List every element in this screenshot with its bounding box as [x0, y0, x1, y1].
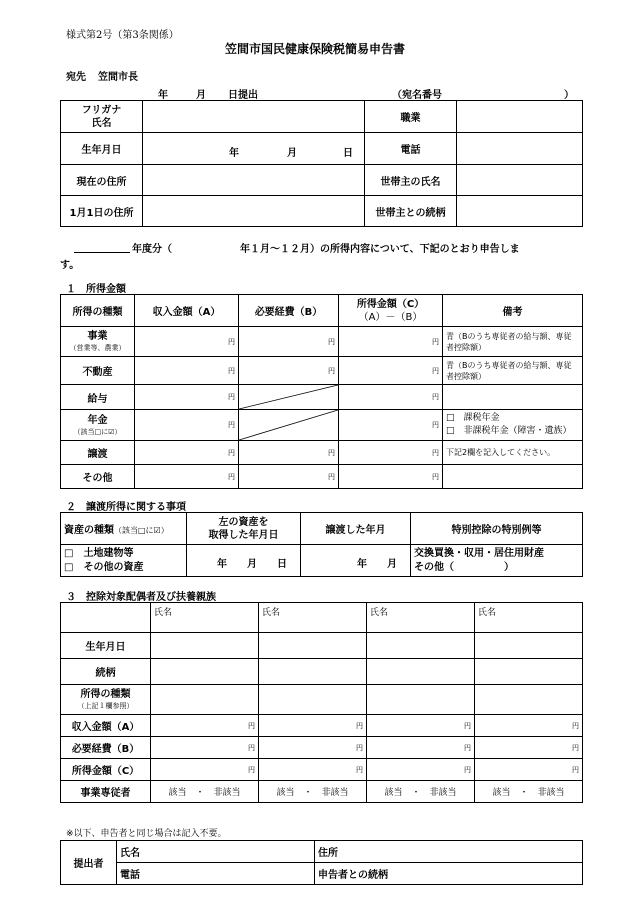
dependent2-expense[interactable]: 円 [259, 737, 367, 759]
col-asset-type: 資産の種類（該当□に☑） [61, 513, 187, 545]
other-expense-cell[interactable]: 円 [239, 465, 339, 489]
current-address-label: 現在の住所 [61, 165, 143, 196]
asset-type-choices [61, 545, 187, 577]
dependent4-birthdate[interactable] [475, 633, 583, 659]
dependent1-name[interactable]: 氏名 [151, 603, 259, 633]
table-row [61, 441, 583, 465]
other-asset-checkbox[interactable]: □ その他の資産 [64, 561, 144, 573]
col-special-deduction: 特別控除の特別例等 [411, 513, 583, 545]
dependent3-expense[interactable]: 円 [367, 737, 475, 759]
dependent4-income[interactable]: 円 [475, 759, 583, 781]
furigana-name-label: フリガナ 氏名 [61, 101, 143, 133]
transfer-table [60, 512, 583, 577]
date-day-label: 日提出 [228, 90, 258, 101]
realestate-income-cell[interactable]: 円 [339, 357, 443, 385]
row-other-label: その他 [61, 465, 135, 489]
dependent1-income-type[interactable] [151, 685, 259, 715]
other-income-cell[interactable]: 円 [339, 465, 443, 489]
row-income-type-label: 所得の種類 （上記１欄参照） [61, 685, 151, 715]
dependent2-revenue[interactable]: 円 [259, 715, 367, 737]
dependent1-revenue[interactable]: 円 [151, 715, 259, 737]
col-income-type: 所得の種類 [61, 295, 135, 327]
dependent3-employee-choice[interactable]: 該当 ・ 非該当 [367, 781, 475, 803]
dependent1-relation[interactable] [151, 659, 259, 685]
row-income-label: 所得金額（C） [61, 759, 151, 781]
row-employee-label: 事業専従者 [61, 781, 151, 803]
filer-relation-field[interactable]: 申告者との続柄 [315, 863, 583, 885]
col-income: 所得金額（C） （A）－（B） [339, 295, 443, 327]
form-number: 様式第2号（第3条関係） [66, 30, 179, 41]
dependent2-income-type[interactable] [259, 685, 367, 715]
filer-address-field[interactable]: 住所 [315, 841, 583, 863]
filer-table [60, 840, 583, 885]
household-head-label: 世帯主の氏名 [365, 165, 457, 196]
addressee-label: 宛先 [66, 72, 86, 83]
jan1-address-label: 1月1日の住所 [61, 196, 143, 227]
jan1-address-field[interactable] [143, 196, 365, 227]
filer-name-field[interactable]: 氏名 [117, 841, 315, 863]
row-relation-label: 続柄 [61, 659, 151, 685]
salary-income-cell[interactable]: 円 [339, 385, 443, 410]
strike-diagonal [239, 410, 338, 440]
income-table [60, 294, 583, 489]
occupation-label: 職業 [365, 101, 457, 133]
col-revenue: 収入金額（A） [135, 295, 239, 327]
dependent4-revenue[interactable]: 円 [475, 715, 583, 737]
transfer-remark: 下記2欄を記入してください。 [443, 441, 583, 465]
table-row [61, 385, 583, 410]
dependent4-expense[interactable]: 円 [475, 737, 583, 759]
dependent2-relation[interactable] [259, 659, 367, 685]
salary-expense-crossed [239, 385, 339, 410]
dependent4-income-type[interactable] [475, 685, 583, 715]
addressee-name: 笠間市長 [98, 72, 138, 83]
nontaxable-pension-checkbox[interactable]: □ 非課税年金（障害・遺族） [446, 426, 572, 436]
pension-income-cell[interactable]: 円 [339, 410, 443, 441]
dependents-table [60, 602, 583, 803]
business-income-cell[interactable]: 円 [339, 327, 443, 357]
other-revenue-cell[interactable]: 円 [135, 465, 239, 489]
dependent1-expense[interactable]: 円 [151, 737, 259, 759]
date-year-label: 年 [158, 90, 168, 101]
business-revenue-cell[interactable]: 円 [135, 327, 239, 357]
col-remarks: 備考 [443, 295, 583, 327]
dependent2-employee-choice[interactable]: 該当 ・ 非該当 [259, 781, 367, 803]
pension-revenue-cell[interactable]: 円 [135, 410, 239, 441]
row-transfer-label: 譲渡 [61, 441, 135, 465]
declaration-part-a: 年度分（ [132, 244, 172, 255]
row-pension-label: 年金 （該当□に☑） [61, 410, 135, 441]
declaration-line-2: す。 [60, 260, 80, 271]
transfer-revenue-cell[interactable]: 円 [135, 441, 239, 465]
salary-revenue-cell[interactable]: 円 [135, 385, 239, 410]
dependent3-revenue[interactable]: 円 [367, 715, 475, 737]
dependent4-name[interactable]: 氏名 [475, 603, 583, 633]
business-expense-cell[interactable]: 円 [239, 327, 339, 357]
col-acquisition-date: 左の資産を 取得した年月日 [187, 513, 301, 545]
filer-label: 提出者 [61, 841, 117, 885]
dependent1-employee-choice[interactable]: 該当 ・ 非該当 [151, 781, 259, 803]
transfer-income-cell[interactable]: 円 [339, 441, 443, 465]
pension-remark [443, 410, 583, 441]
relation-head-field[interactable] [457, 196, 583, 227]
declaration-part-b: 年１月～１２月）の所得内容について、下記のとおり申告しま [240, 244, 520, 255]
section1-heading: １ 所得金額 [66, 284, 126, 295]
dependent2-name[interactable]: 氏名 [259, 603, 367, 633]
name-field[interactable] [143, 101, 365, 133]
fiscal-year-blank[interactable] [74, 252, 130, 253]
footer-note: ※以下、申告者と同じ場合は記入不要。 [66, 829, 227, 839]
strike-diagonal [239, 385, 338, 409]
row-birthdate-label: 生年月日 [61, 633, 151, 659]
birthdate-field[interactable]: 年 月 日 [143, 133, 365, 165]
taxable-pension-checkbox[interactable]: □ 課税年金 [446, 413, 500, 423]
table-row [61, 465, 583, 489]
dependent1-birthdate[interactable] [151, 633, 259, 659]
filer-phone-field[interactable]: 電話 [117, 863, 315, 885]
realestate-expense-cell[interactable]: 円 [239, 357, 339, 385]
row-business-label: 事業 （営業等、農業） [61, 327, 135, 357]
dependent3-relation[interactable] [367, 659, 475, 685]
pension-expense-crossed [239, 410, 339, 441]
section2-heading: ２ 譲渡所得に関する事項 [66, 502, 186, 513]
table-row [61, 357, 583, 385]
phone-label: 電話 [365, 133, 457, 165]
birthdate-label: 生年月日 [61, 133, 143, 165]
transfer-expense-cell[interactable]: 円 [239, 441, 339, 465]
dependent3-name[interactable]: 氏名 [367, 603, 475, 633]
dependent2-birthdate[interactable] [259, 633, 367, 659]
other-remark [443, 465, 583, 489]
business-remark: 青（Bのうち専従者の給与額、専従者控除額） [443, 327, 583, 357]
row-expense-label: 必要経費（B） [61, 737, 151, 759]
household-head-field[interactable] [457, 165, 583, 196]
phone-field[interactable] [457, 133, 583, 165]
table-row [61, 327, 583, 357]
transfer-date-field[interactable]: 年 月 [301, 545, 411, 577]
acquisition-date-field[interactable]: 年 月 日 [187, 545, 301, 577]
realestate-revenue-cell[interactable]: 円 [135, 357, 239, 385]
row-realestate-label: 不動産 [61, 357, 135, 385]
dependent3-birthdate[interactable] [367, 633, 475, 659]
dependent4-employee-choice[interactable]: 該当 ・ 非該当 [475, 781, 583, 803]
dependent3-income-type[interactable] [367, 685, 475, 715]
dependent4-relation[interactable] [475, 659, 583, 685]
row-revenue-label: 収入金額（A） [61, 715, 151, 737]
section3-heading: ３ 控除対象配偶者及び扶養親族 [66, 592, 216, 603]
land-building-checkbox[interactable]: □ 土地建物等 [64, 547, 134, 559]
name-row-header [61, 603, 151, 633]
address-number-open: （宛名番号 [392, 90, 442, 101]
date-month-label: 月 [196, 90, 206, 101]
special-deduction-field[interactable]: 交換買換・収用・居住用財産 その他（ ） [411, 545, 583, 577]
dependent2-income[interactable]: 円 [259, 759, 367, 781]
salary-remark [443, 385, 583, 410]
table-row [61, 410, 583, 441]
current-address-field[interactable] [143, 165, 365, 196]
dependent3-income[interactable]: 円 [367, 759, 475, 781]
personal-info-table [60, 100, 583, 227]
occupation-field[interactable] [457, 101, 583, 133]
realestate-remark: 青（Bのうち専従者の給与額、専従者控除額） [443, 357, 583, 385]
page-title: 笠間市国民健康保険税簡易申告書 [224, 42, 405, 56]
dependent1-income[interactable]: 円 [151, 759, 259, 781]
row-salary-label: 給与 [61, 385, 135, 410]
col-expense: 必要経費（B） [239, 295, 339, 327]
address-number-close: ） [564, 90, 574, 101]
col-transfer-date: 譲渡した年月 [301, 513, 411, 545]
relation-head-label: 世帯主との続柄 [365, 196, 457, 227]
